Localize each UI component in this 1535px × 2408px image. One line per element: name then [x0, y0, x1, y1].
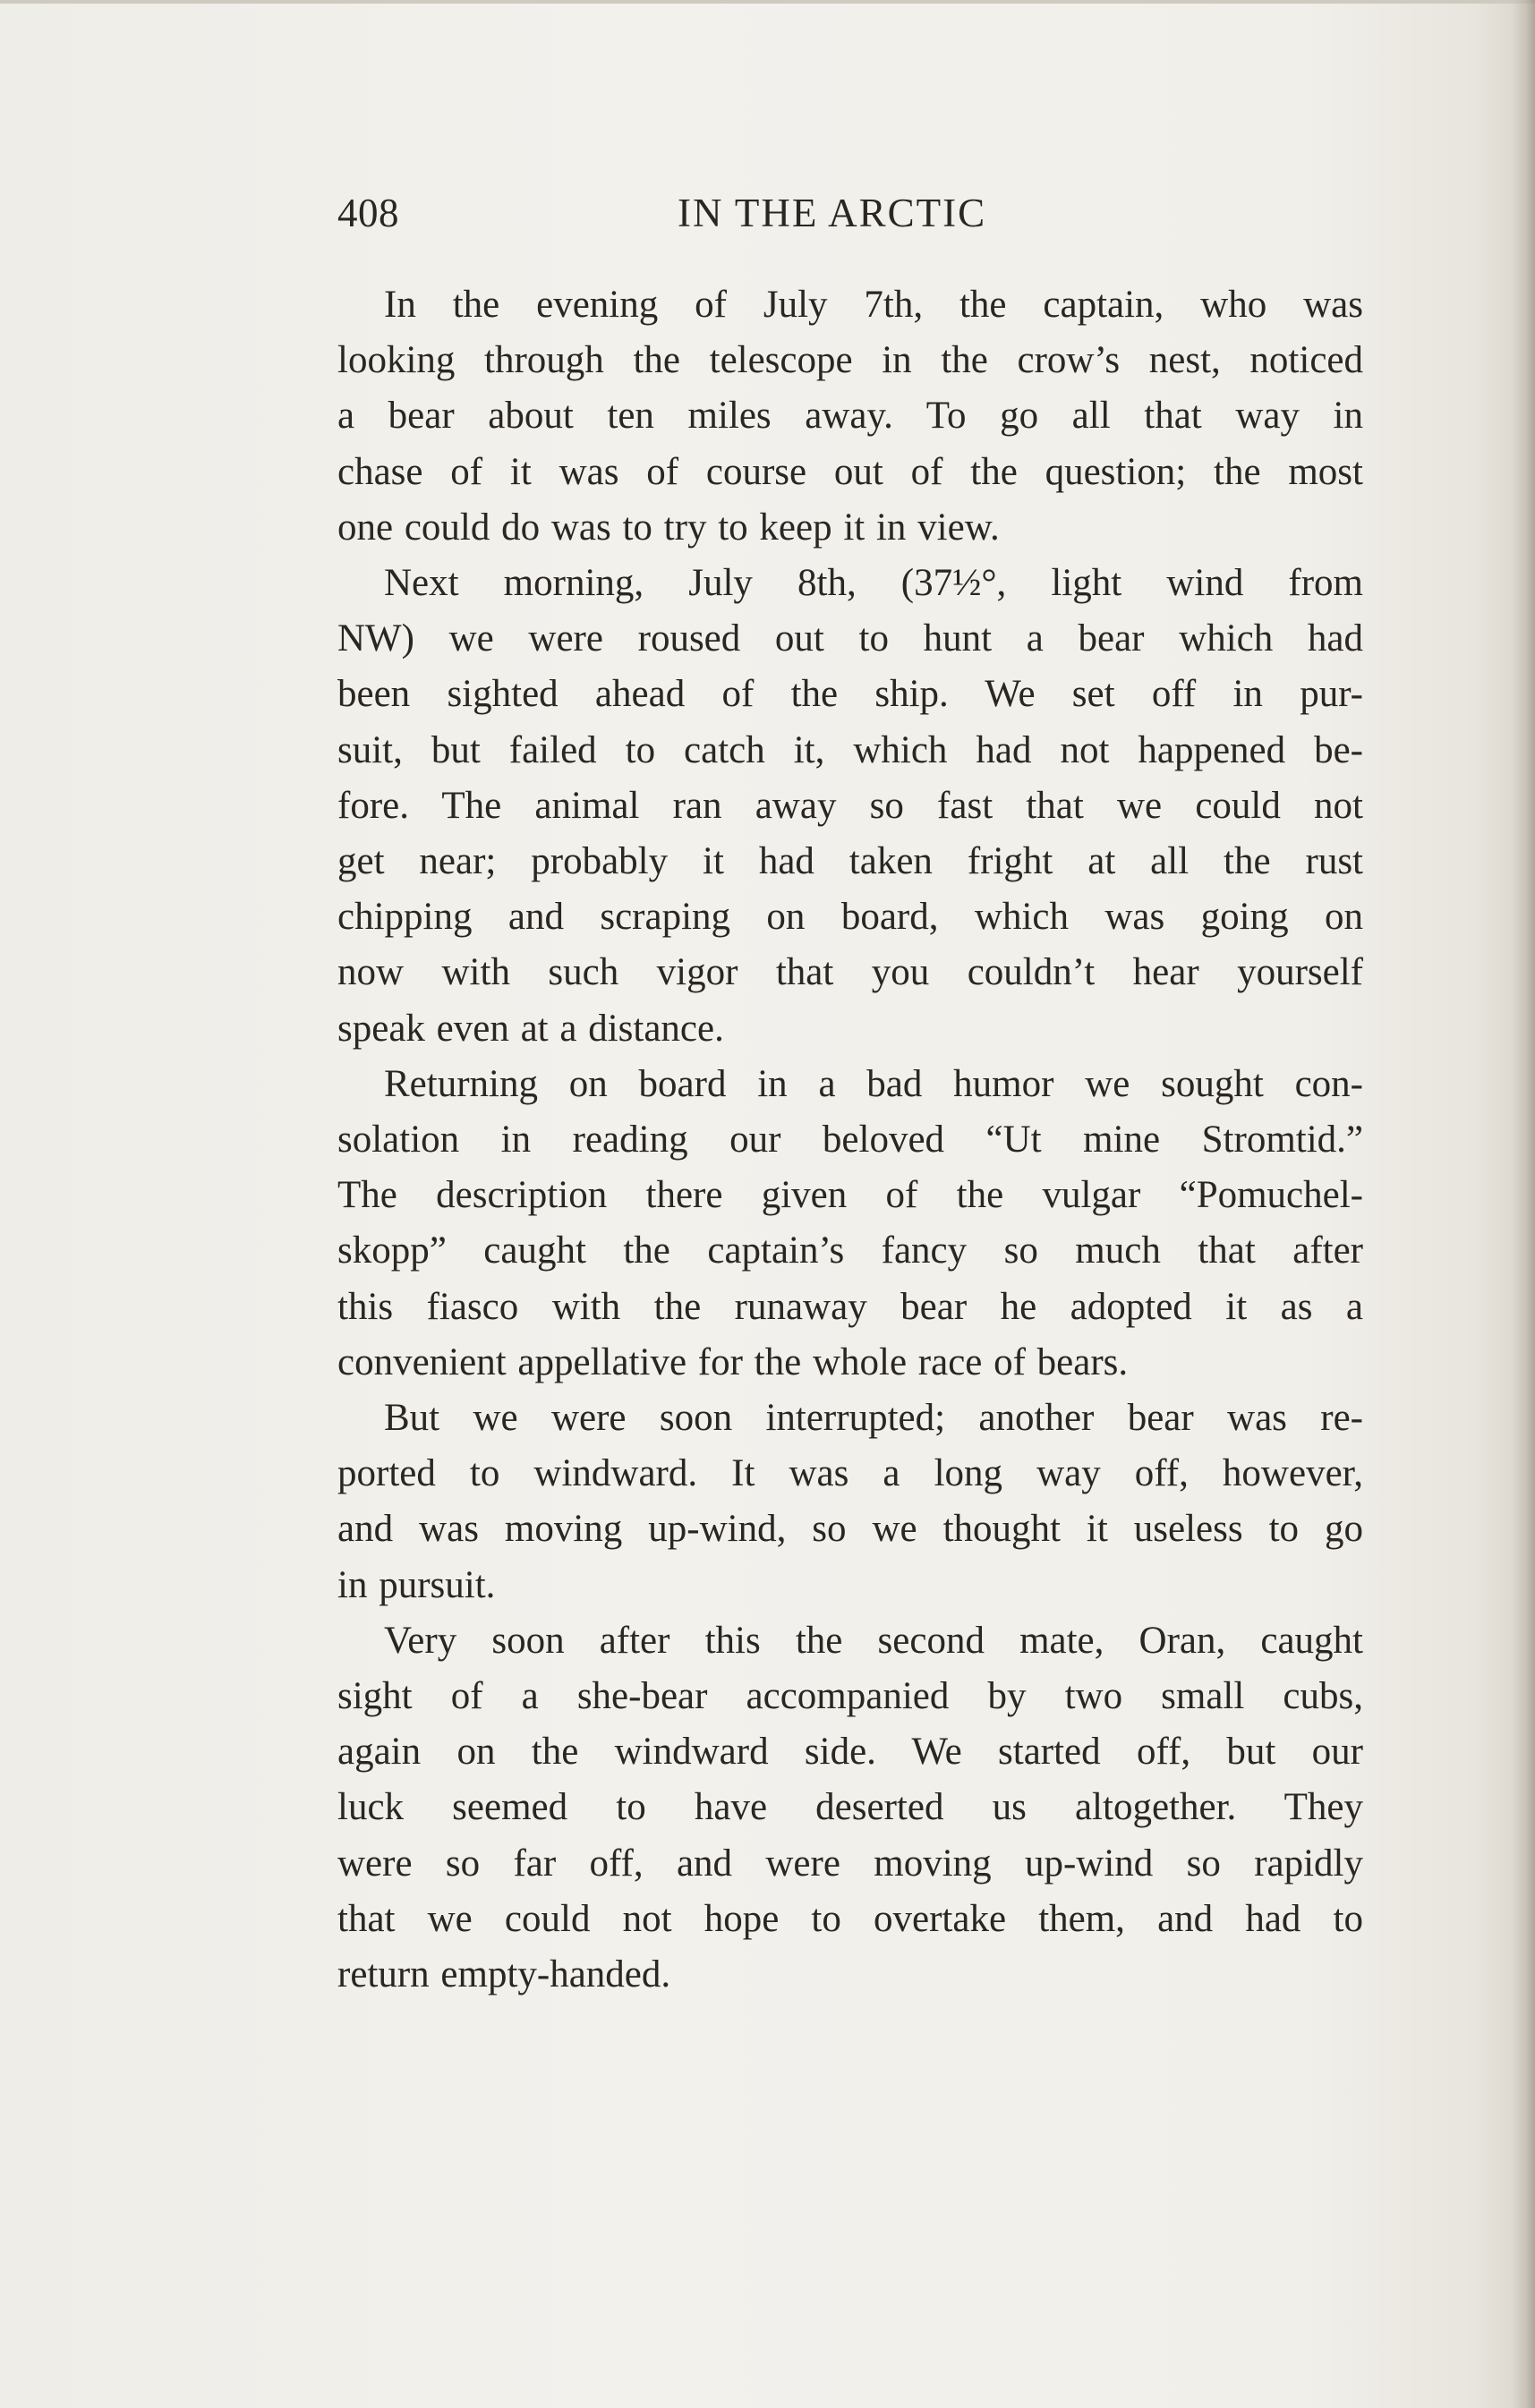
text-line: skopp” caught the captain’s fancy so much that after	[337, 1230, 1363, 1272]
text-line: Next morning, July 8th, (37½°, light wind from	[384, 562, 1363, 605]
text-line: and was moving up-wind, so we thought it useless to go	[337, 1508, 1363, 1551]
body-text	[337, 277, 1363, 2003]
text-line: one could do was to try to keep it in view.	[337, 506, 1000, 549]
page-top-edge	[0, 0, 1535, 4]
text-line: speak even at a distance.	[337, 1007, 724, 1050]
text-line: convenient appellative for the whole race of bears.	[337, 1340, 1129, 1383]
text-line: luck seemed to have deserted us altogether. They	[337, 1786, 1363, 1829]
text-line: get near; probably it had taken fright at all the rust	[337, 840, 1363, 883]
text-line: suit, but failed to catch it, which had not happened be-	[337, 728, 1363, 771]
text-line: looking through the telescope in the crow’s nest, noticed	[337, 339, 1363, 382]
text-line: solation in reading our beloved “Ut mine Stromtid.”	[337, 1119, 1363, 1161]
text-line: sight of a she-bear accompanied by two small cubs,	[337, 1675, 1363, 1718]
text-line: ported to windward. It was a long way off, however,	[337, 1452, 1363, 1495]
text-line: in pursuit.	[337, 1563, 496, 1606]
text-line: fore. The animal ran away so fast that we could not	[337, 784, 1363, 827]
page-number: 408	[337, 191, 399, 235]
text-line: Very soon after this the second mate, Oran, caught	[384, 1619, 1363, 1662]
page-header	[337, 190, 1363, 252]
text-line: now with such vigor that you couldn’t hear yourself	[337, 951, 1363, 994]
text-line: The description there given of the vulgar “Pomuchel-	[337, 1174, 1363, 1217]
text-line: chase of it was of course out of the question; the most	[337, 450, 1363, 493]
text-line: NW) we were roused out to hunt a bear which had	[337, 617, 1363, 660]
text-line: return empty-handed.	[337, 1953, 671, 1996]
running-head: IN THE ARCTIC	[678, 191, 987, 235]
text-line: But we were soon interrupted; another bear was re-	[384, 1397, 1363, 1440]
text-line: chipping and scraping on board, which was going on	[337, 896, 1363, 939]
text-line: this fiasco with the runaway bear he adopted it as a	[337, 1285, 1363, 1328]
text-line: a bear about ten miles away. To go all that way in	[337, 395, 1363, 438]
text-line: been sighted ahead of the ship. We set off in pur-	[337, 673, 1363, 716]
text-line: Returning on board in a bad humor we sought con-	[384, 1062, 1363, 1105]
text-line: again on the windward side. We started off, but our	[337, 1731, 1363, 1774]
text-line: In the evening of July 7th, the captain, who was	[384, 284, 1363, 326]
page-right-edge-shadow	[1512, 0, 1535, 2408]
text-line: that we could not hope to overtake them, and had to	[337, 1897, 1363, 1940]
text-line: were so far off, and were moving up-wind so rapidly	[337, 1842, 1363, 1885]
